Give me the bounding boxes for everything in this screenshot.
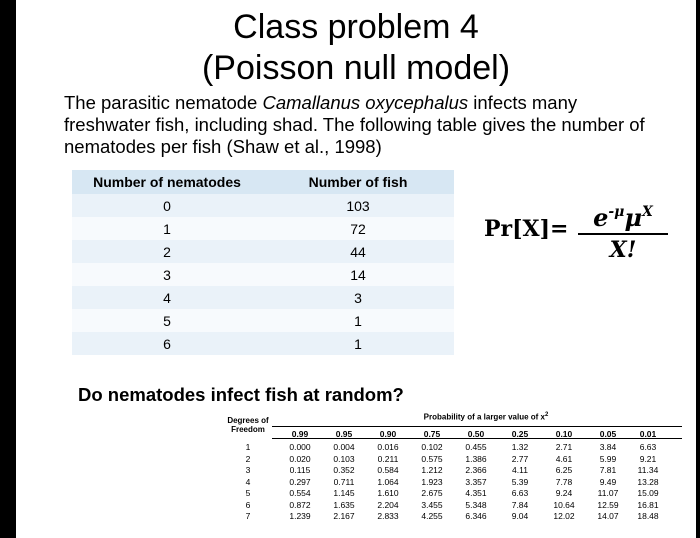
chi-value-cell: 0.000 [289,442,311,452]
chi-prob-header: 0.75 [423,429,441,439]
chi-value-cell: 0.103 [333,453,355,464]
nematode-row [72,286,454,309]
chi-value-cell: 6.346 [465,511,487,521]
chi-value-cell: 2.204 [377,499,399,510]
chi-prob-header: 0.90 [379,429,397,439]
formula-fraction [578,198,668,263]
chi-square-superscript: 2 [545,412,549,418]
species-name: Camallanus oxycephalus [262,92,469,113]
chi-df-value: 5 [245,488,251,498]
chi-value-cell: 12.02 [553,511,575,521]
chi-value-cell: 0.352 [333,465,355,475]
chi-prob-header: 0.01 [639,429,657,439]
chi-value-cell: 0.584 [377,465,399,475]
nematode-table-body [72,194,454,355]
chi-value-cell: 13.28 [637,476,659,487]
chi-value-cell: 1.610 [377,488,399,498]
chi-value-cell: 2.77 [511,453,529,464]
chi-value-cell: 0.575 [421,453,443,464]
chi-value-cell: 4.61 [555,453,573,464]
chi-value-cell: 0.554 [289,488,311,498]
chi-value-cell: 9.04 [511,511,529,521]
chi-value-cell: 3.455 [421,499,443,510]
chi-value-cell: 2.71 [555,442,573,452]
chi-value-cell: 2.167 [333,511,355,521]
chi-value-cell: 7.78 [555,476,573,487]
chi-value-cell: 4.11 [512,465,528,475]
chi-value-cell: 16.81 [637,499,659,510]
chi-probability-header [366,412,606,422]
cell-fish-count: 14 [262,263,454,286]
cell-fish-count: 3 [262,286,454,309]
chi-df-value: 2 [245,453,251,464]
cell-nematodes: 6 [72,332,262,355]
chi-value-cell: 9.21 [639,453,657,464]
cell-fish-count: 44 [262,240,454,263]
chi-value-cell: 6.63 [639,442,657,452]
chi-value-cell: 0.455 [465,442,487,452]
chi-value-cell: 10.64 [553,499,575,510]
chi-value-cell: 0.004 [333,442,355,452]
nematode-row [72,309,454,332]
chi-rule-top [272,426,682,427]
formula-mu-exponent: X [642,204,653,220]
chi-value-cell: 0.711 [333,476,355,487]
description-part-2: infects many freshwater fish, including shad. The following table gives the number of nematodes per fish (Shaw et al., 1998) [64,92,645,157]
chi-value-cell: 2.833 [377,511,399,521]
chi-value-cell: 9.24 [555,488,573,498]
formula-lhs: Pr[X]= [484,216,569,242]
slide [16,0,696,538]
chi-value-cell: 2.675 [421,488,443,498]
header-number-of-nematodes: Number of nematodes [72,170,262,194]
nematode-row [72,194,454,217]
df-header-line-2: Freedom [231,425,265,434]
chi-value-cell: 0.115 [289,465,311,475]
chi-value-cell: 7.81 [599,465,617,475]
chi-value-cell: 0.016 [377,442,399,452]
chi-value-cell: 6.25 [555,465,573,475]
nematode-row [72,332,454,355]
chi-df-value: 6 [245,499,251,510]
chi-square-table [226,410,686,538]
chi-value-cell: 7.84 [511,499,529,510]
chi-value-cell: 0.102 [421,442,443,452]
cell-nematodes: 0 [72,194,262,217]
chi-prob-header: 0.10 [555,429,573,439]
chi-value-cell: 11.07 [597,488,619,498]
chi-value-cell: 4.351 [465,488,487,498]
cell-fish-count: 103 [262,194,454,217]
chi-value-cell: 3.84 [599,442,617,452]
df-header-line-1: Degrees of [227,416,269,425]
chi-value-cell: 1.145 [333,488,355,498]
nematode-row [72,263,454,286]
formula-mu: μ [624,203,643,232]
chi-value-cell: 11.34 [637,465,659,475]
nematode-table-header [72,170,454,194]
cell-nematodes: 2 [72,240,262,263]
chi-prob-header: 0.95 [335,429,353,439]
chi-value-cell: 1.635 [333,499,355,510]
chi-value-cell: 3.357 [465,476,487,487]
chi-value-cell: 1.923 [421,476,443,487]
chi-value-cell: 0.297 [289,476,311,487]
chi-df-value: 1 [245,442,251,452]
chi-value-cell: 4.255 [421,511,443,521]
chi-value-cell: 12.59 [597,499,619,510]
chi-df-header [226,416,270,434]
chi-value-cell: 6.63 [511,488,529,498]
description-part-1: The parasitic nematode [64,92,263,113]
cell-fish-count: 72 [262,217,454,240]
header-number-of-fish: Number of fish [262,170,454,194]
chi-value-cell: 9.49 [599,476,617,487]
cell-nematodes: 1 [72,217,262,240]
formula-base: e [593,203,609,232]
question: Do nematodes infect fish at random? [78,384,404,405]
chi-value-cell: 14.07 [597,511,619,521]
formula-denominator: X! [609,237,637,263]
nematode-row [72,217,454,240]
chi-value-cell: 15.09 [637,488,659,498]
chi-df-value: 4 [245,476,251,487]
problem-description [64,92,664,158]
chi-df-value: 7 [245,511,251,521]
chi-value-cell: 2.366 [465,465,487,475]
chi-value-cell: 5.348 [465,499,487,510]
cell-nematodes: 4 [72,286,262,309]
chi-prob-header: 0.25 [511,429,529,439]
cell-nematodes: 3 [72,263,262,286]
chi-value-cell: 18.48 [637,511,659,521]
chi-value-cell: 1.064 [377,476,399,487]
chi-value-cell: 1.212 [421,465,443,475]
chi-prob-header: 0.05 [599,429,617,439]
chi-df-value: 3 [245,465,251,475]
nematode-row [72,240,454,263]
formula-exponent: -μ [608,204,625,220]
chi-prob-header: 0.99 [291,429,309,439]
chi-value-cell: 5.39 [511,476,529,487]
chi-value-cell: 1.239 [289,511,311,521]
cell-fish-count: 1 [262,309,454,332]
title-line-2: (Poisson null model) [201,49,511,87]
fraction-bar [578,233,668,235]
nematode-table [72,170,454,355]
cell-fish-count: 1 [262,332,454,355]
formula-numerator [578,198,668,232]
chi-value-cell: 5.99 [599,453,617,464]
chi-prob-header: 0.50 [467,429,485,439]
chi-value-cell: 0.872 [289,499,311,510]
chi-value-cell: 1.32 [511,442,529,452]
title-line-1: Class problem 4 [233,8,479,46]
cell-nematodes: 5 [72,309,262,332]
chi-value-cell: 1.386 [465,453,487,464]
prob-header-text: Probability of a larger value of x [423,412,546,422]
chi-value-cell: 0.020 [289,453,311,464]
chi-value-cell: 0.211 [377,453,399,464]
